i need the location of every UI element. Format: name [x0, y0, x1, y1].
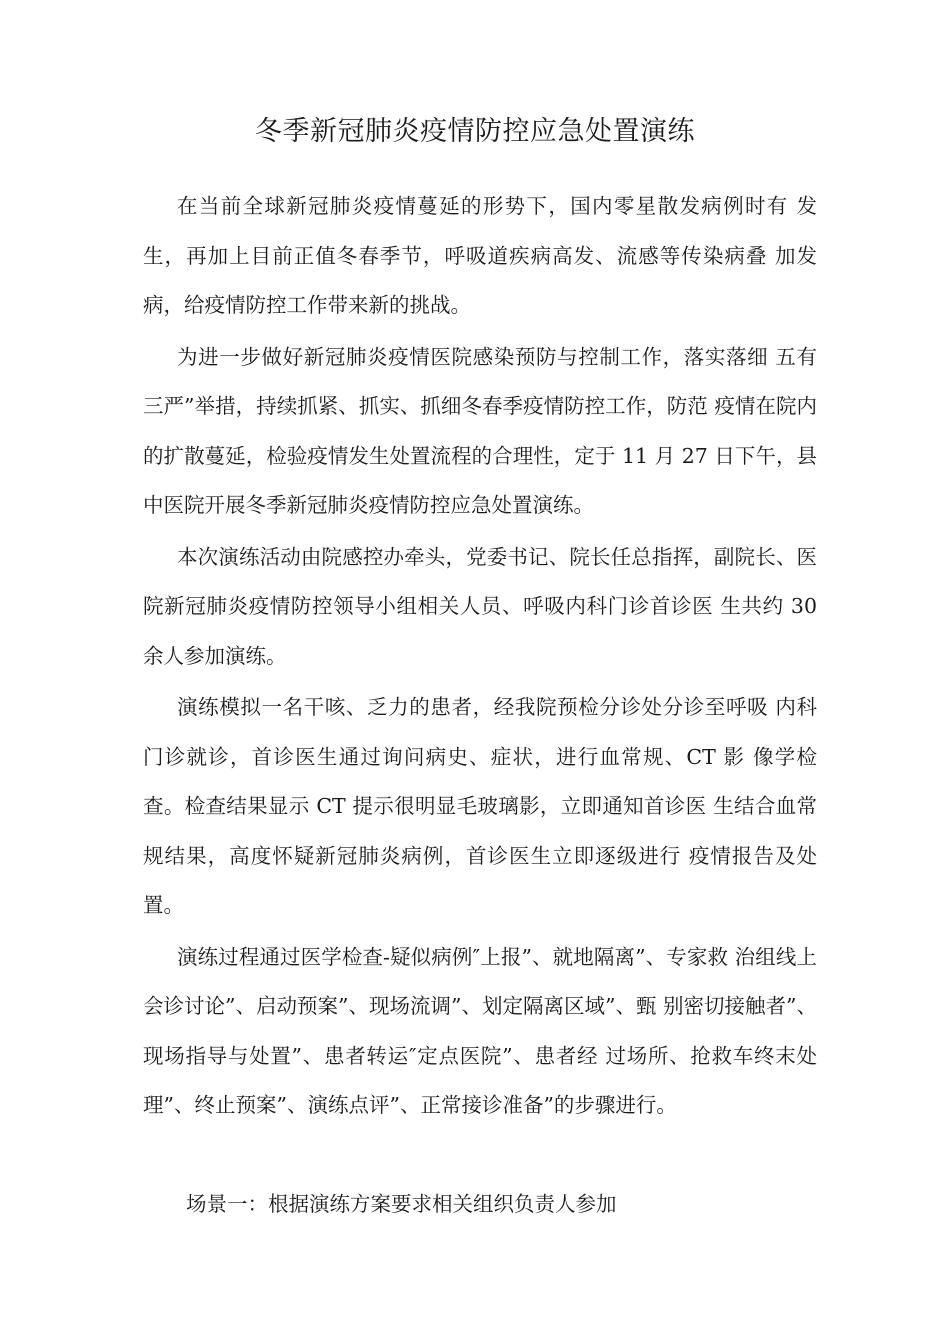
paragraph-simulation: 演练模拟一名干咳、乏力的患者，经我院预检分诊处分诊至呼吸 内科门诊就诊，首诊医生通过询问病史、症状，进行血常规、CT 影 像学检查。检查结果显示 CT 提示很明显毛玻璃影，立即通知首诊医 生结合血常规结果，高度怀疑新冠肺炎病例，首诊医生立即逐级进行 疫情报告及处置。	[143, 695, 817, 917]
paragraph-purpose: 为进一步做好新冠肺炎疫情医院感染预防与控制工作，落实落细 五有三严”举措，持续抓紧、抓实、抓细冬春季疫情防控工作，防范 疫情在院内的扩散蔓延，检验疫情发生处置流程的合理性，定于 11 月 27 日下午，县中医院开展冬季新冠肺炎疫情防控应急处置演练。	[143, 344, 817, 517]
document-body	[143, 182, 817, 1133]
document-title: 冬季新冠肺炎疫情防控应急处置演练	[255, 116, 695, 147]
paragraph-process: 演练过程通过医学检查-疑似病例″上报”、就地隔离”、专家救 治组线上会诊讨论”、启动预案”、现场流调”、划定隔离区域”、甄 别密切接触者”、现场指导与处置”、患者转运″定点医院”、患者经 过场所、抢救车终末处理”、终止预案”、演练点评”、正常接诊准备”的步骤进行。	[143, 944, 817, 1117]
paragraph-background: 在当前全球新冠肺炎疫情蔓延的形势下，国内零星散发病例时有 发生，再加上目前正值冬春季节，呼吸道疾病高发、流感等传染病叠 加发病，给疫情防控工作带来新的挑战。	[143, 194, 817, 317]
paragraph-organization: 本次演练活动由院感控办牵头，党委书记、院长任总指挥，副院长、医院新冠肺炎疫情防控领导小组相关人员、呼吸内科门诊首诊医 生共约 30 余人参加演练。	[143, 544, 817, 668]
scene-one-line: 场景一：根据演练方案要求相关组织负责人参加	[186, 1192, 617, 1216]
